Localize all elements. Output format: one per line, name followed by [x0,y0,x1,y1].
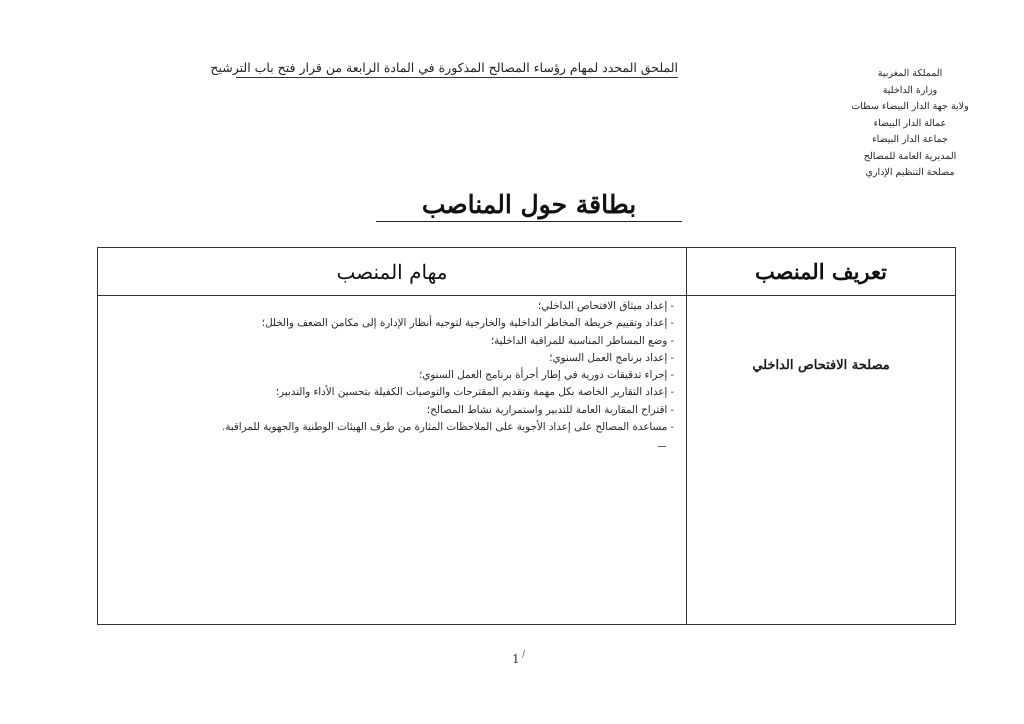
table-header-divider [98,295,955,296]
tasks-column-header: مهام المنصب [336,259,448,284]
page-number-mark: / [522,650,526,660]
stray-dash-mark [658,446,666,447]
task-item: - إعداد ميثاق الافتحاص الداخلي؛ [228,298,674,315]
annex-heading: الملحق المحدد لمهام رؤساء المصالح المذكورة في المادة الرابعة من قرار فتح باب الترشيح [236,60,678,78]
task-item: - مساعدة المصالح على إعداد الأجوبة على الملاحظات المثارة من طرف الهيئات الوطنية والجهوية للمراقبة. [228,419,674,436]
task-item: - إعداد التقارير الخاصة بكل مهمة وتقديم المقترحات والتوصيات الكفيلة بتحسين الأداء والتدبير؛ [228,384,674,401]
task-item: - إعداد برنامج العمل السنوي؛ [228,350,674,367]
definition-column-header: تعريف المنصب [755,259,887,284]
task-item: - اقتراح المقاربة العامة للتدبير واستمرارية نشاط المصالح؛ [228,402,674,419]
admin-line-wilaya: ولاية جهة الدار البيضاء سطات [851,101,969,112]
admin-line-ministry: وزارة الداخلية [882,84,938,96]
table-column-divider [686,248,687,624]
admin-line-prefecture: عمالة الدار البيضاء [873,117,947,129]
admin-line-commune: جماعة الدار البيضاء [872,134,948,145]
task-list [221,298,674,436]
task-item: - إجراء تدقيقات دورية في إطار أجرأة برنامج العمل السنوي؛ [228,367,674,384]
positions-table [97,247,956,625]
task-item: - وضع المساطر المناسبة للمراقبة الداخلية؛ [228,333,674,350]
page-number: 1 [512,652,520,666]
task-item: - إعداد وتقييم خريطة المخاطر الداخلية والخارجية لتوجيه أنظار الإدارة إلى مكامن الضعف والخلل؛ [228,315,674,332]
position-name: مصلحة الافتحاص الداخلي [752,358,890,373]
admin-line-service: مصلحة التنظيم الإداري [865,167,955,178]
admin-header [830,66,990,182]
admin-line-kingdom: المملكة المغربية [877,68,943,79]
admin-line-directorate: المديرية العامة للمصالح [863,150,957,162]
page-title: بطاقة حول المناصب [376,190,682,222]
